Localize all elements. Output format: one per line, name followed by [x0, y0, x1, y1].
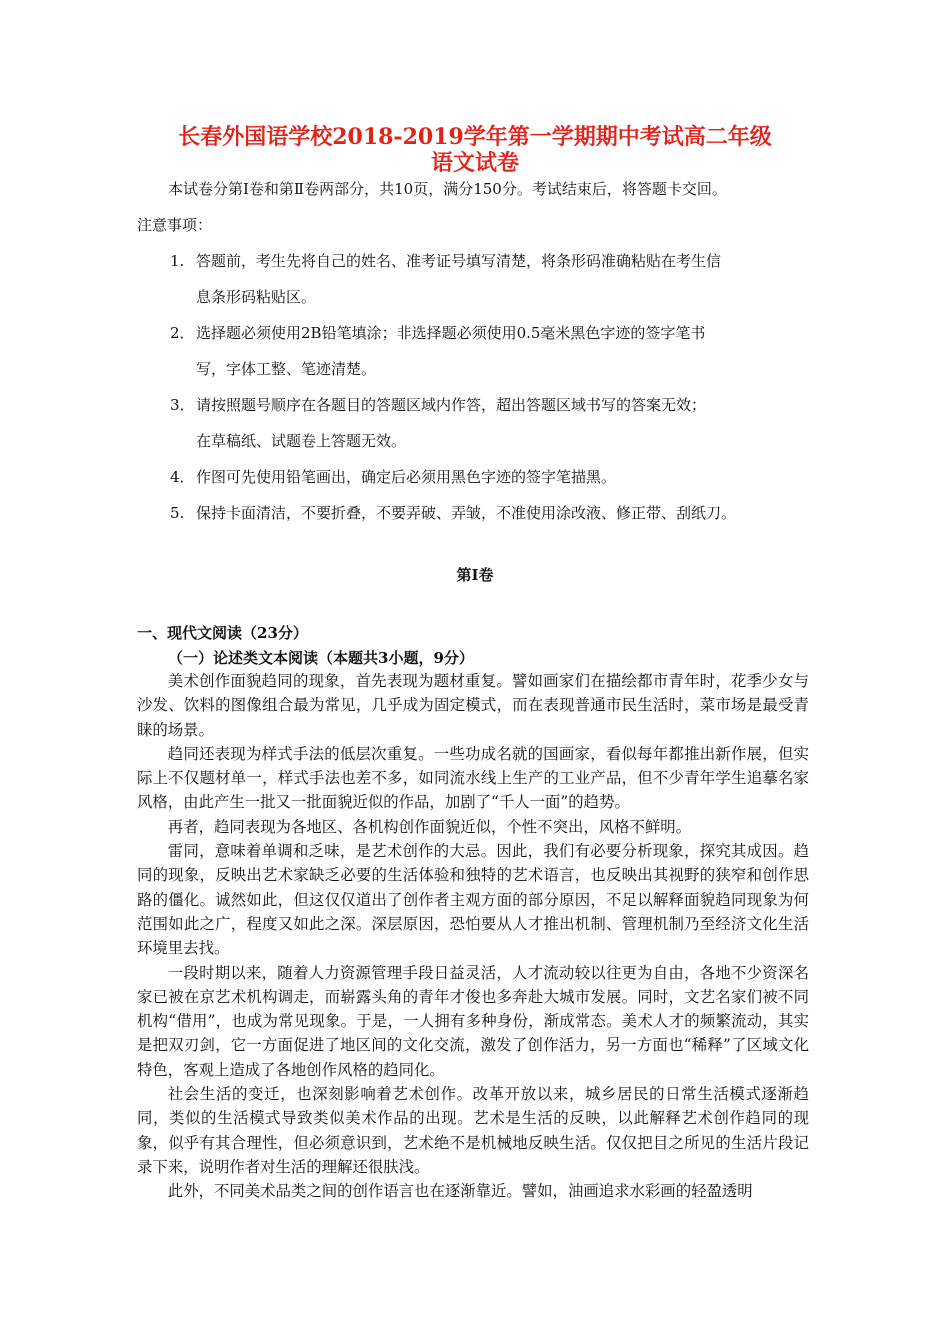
notice-item-2-line1: 选择题必须使用2B铅笔填涂；非选择题必须使用0.5毫米黑色字迹的签字笔书 — [196, 324, 706, 342]
notice-item-2-number: 2． — [170, 324, 195, 342]
intro-text: 本试卷分第Ⅰ卷和第Ⅱ卷两部分，共10页，满分150分。考试结束后，将答题卡交回。 — [168, 180, 727, 198]
notice-item-1-line2: 息条形码粘贴区。 — [196, 288, 317, 306]
notice-heading: 注意事项： — [137, 216, 213, 234]
exam-title: 长春外国语学校2018-2019学年第一学期期中考试高二年级 — [178, 124, 772, 150]
passage-paragraph: 趋同还表现为样式手法的低层次重复。一些功成名就的国画家，看似每年都推出新作展，但实际上不仅题材单一，样式手法也差不多，如同流水线上生产的工业产品，但不少青年学生追摹名家风格，由此产生一批又一批面貌近似的作品，加剧了“千人一面”的趋势。 — [137, 744, 809, 812]
passage-paragraph: 一段时期以来，随着人力资源管理手段日益灵活，人才流动较以往更为自由，各地不少资深名家已被在京艺术机构调走，而崭露头角的青年才俊也多奔赴大城市发展。同时，文艺名家们被不同机构“借用”，也成为常见现象。于是，一人拥有多种身份，渐成常态。美术人才的频繁流动，其实是把双刃剑，它一方面促进了地区间的文化交流，激发了创作活力，另一方面也“稀释”了区域文化特色，客观上造成了各地创作风格的趋同化。 — [137, 963, 809, 1079]
passage-paragraph: 社会生活的变迁，也深刻影响着艺术创作。改革开放以来，城乡居民的日常生活模式逐渐趋同，类似的生活模式导致类似美术作品的出现。艺术是生活的反映，以此解释艺术创作趋同的现象，似乎有其合理性，但必须意识到，艺术绝不是机械地反映生活。仅仅把目之所见的生活片段记录下来，说明作者对生活的理解还很肤浅。 — [137, 1085, 809, 1176]
exam-subtitle: 语文试卷 — [430, 150, 519, 176]
notice-item-4-line1: 作图可先使用铅笔画出，确定后必须用黑色字迹的签字笔描黑。 — [196, 468, 617, 486]
notice-item-3-line1: 请按照题号顺序在各题目的答题区域内作答，超出答题区域书写的答案无效； — [196, 396, 707, 414]
notice-item-5-number: 5. — [170, 504, 185, 522]
notice-item-3-line2: 在草稿纸、试题卷上答题无效。 — [196, 432, 407, 450]
notice-item-1-number: 1. — [170, 252, 185, 270]
notice-item-3-number: 3． — [170, 396, 195, 414]
volume-title: 第Ⅰ卷 — [456, 566, 494, 584]
subsection-title: （一）论述类文本阅读（本题共3小题，9分） — [168, 649, 474, 667]
passage-paragraph: 雷同，意味着单调和乏味，是艺术创作的大忌。因此，我们有必要分析现象，探究其成因。趋同的现象，反映出艺术家缺乏必要的生活体验和独特的艺术语言，也反映出其视野的狭窄和创作思路的僵化。诚然如此，但这仅仅道出了创作者主观方面的部分原因，不足以解释面貌趋同现象为何范围如此之广，程度又如此之深。深层原因，恐怕要从人才推出机制、管理机制乃至经济文化生活环境里去找。 — [137, 842, 809, 958]
notice-item-4-number: 4． — [170, 468, 195, 486]
passage-paragraph: 再者，趋同表现为各地区、各机构创作面貌近似，个性不突出，风格不鲜明。 — [167, 817, 692, 836]
notice-item-1-line1: 答题前，考生先将自己的姓名、准考证号填写清楚，将条形码准确粘贴在考生信 — [196, 252, 722, 270]
notice-item-5-line1: 保持卡面清洁，不要折叠，不要弄破、弄皱，不准使用涂改液、修正带、刮纸刀。 — [196, 504, 737, 522]
passage-paragraph: 美术创作面貌趋同的现象，首先表现为题材重复。譬如画家们在描绘都市青年时，花季少女与沙发、饮料的图像组合最为常见，几乎成为固定模式，而在表现普通市民生活时，菜市场是最受青睐的场景。 — [137, 672, 809, 739]
reading-passage — [137, 669, 809, 1204]
notice-item-2-line2: 写，字体工整、笔迹清楚。 — [196, 360, 377, 378]
passage-paragraph: 此外，不同美术品类之间的创作语言也在逐渐靠近。譬如，油画追求水彩画的轻盈透明 — [167, 1182, 753, 1201]
section-title: 一、现代文阅读（23分） — [137, 624, 308, 642]
